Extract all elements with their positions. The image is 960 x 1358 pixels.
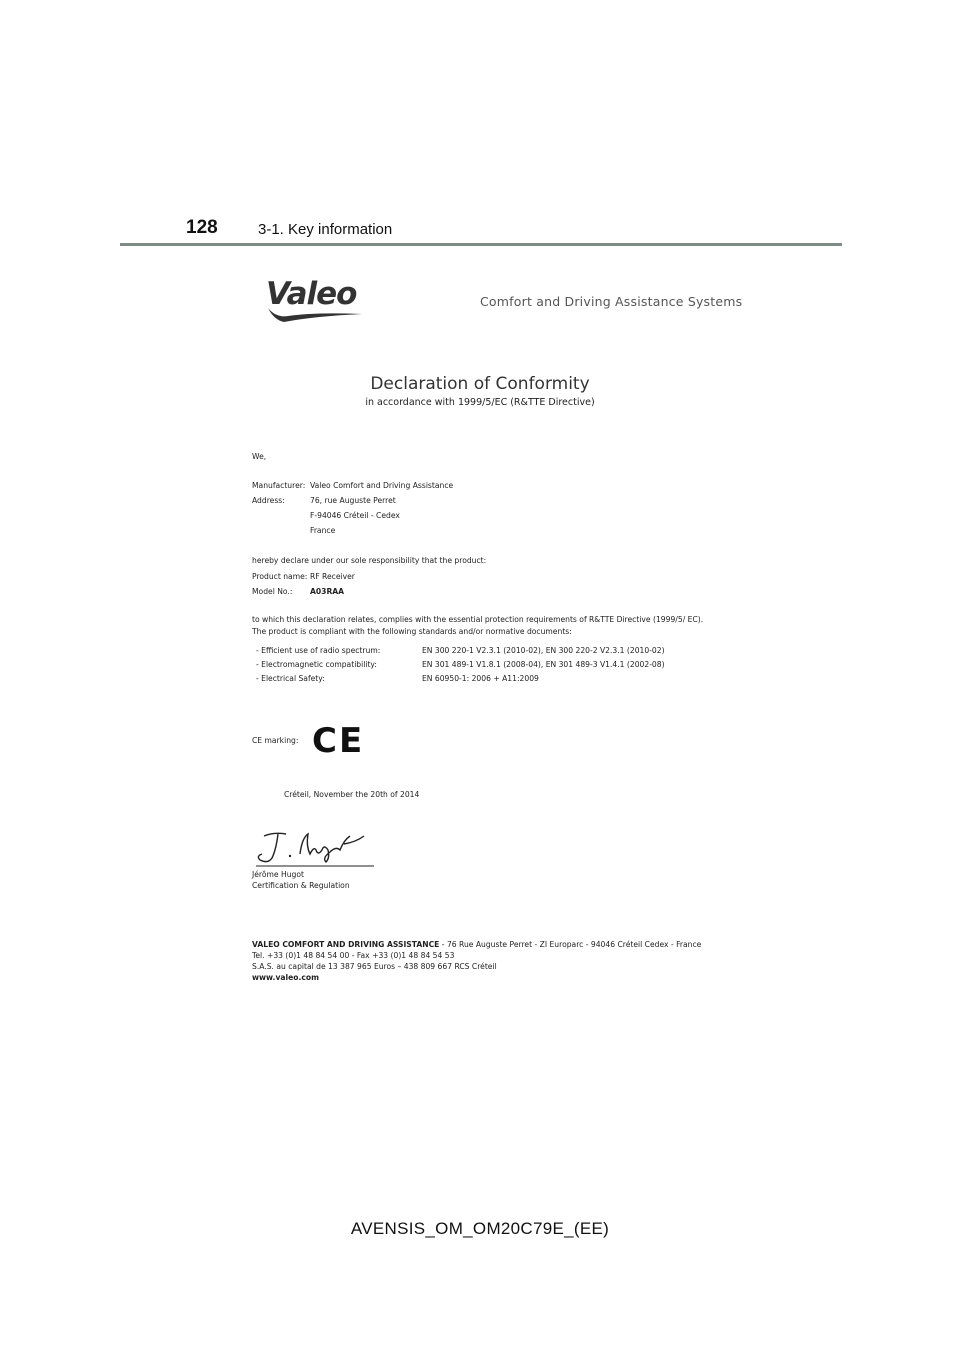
product-label: Product name:	[252, 572, 308, 581]
page-number: 128	[186, 217, 218, 238]
model-value: A03RAA	[310, 587, 345, 596]
address-line: France	[310, 526, 336, 535]
standard-label: - Efficient use of radio spectrum:	[256, 646, 381, 655]
company-tagline: Comfort and Driving Assistance Systems	[480, 294, 743, 309]
standard-label: - Electromagnetic compatibility:	[256, 660, 377, 669]
footer-company: VALEO COMFORT AND DRIVING ASSISTANCE	[252, 940, 440, 949]
declare-text: hereby declare under our sole responsibility that the product:	[252, 556, 487, 565]
footer-company-line	[252, 940, 701, 949]
place-date: Créteil, November the 20th of 2014	[284, 790, 420, 799]
ce-marking-label: CE marking:	[252, 736, 299, 745]
signature	[252, 828, 377, 870]
declaration-subtitle: in accordance with 1999/5/EC (R&TTE Directive)	[365, 397, 595, 408]
compliant-text: The product is compliant with the following standards and/or normative documents:	[252, 627, 572, 636]
valeo-logo	[266, 278, 366, 324]
footer-address: - 76 Rue Auguste Perret - ZI Europarc - 94046 Créteil Cedex - France	[439, 940, 702, 949]
signer-title: Certification & Regulation	[252, 881, 350, 890]
manufacturer-label: Manufacturer:	[252, 481, 306, 490]
standard-value: EN 60950-1: 2006 + A11:2009	[422, 674, 539, 683]
footer-phone: Tel. +33 (0)1 48 84 54 00 - Fax +33 (0)1 48 84 54 53	[252, 951, 455, 960]
header-divider	[120, 243, 842, 246]
intro-text: We,	[252, 452, 267, 461]
standard-label: - Electrical Safety:	[256, 674, 325, 683]
standard-value: EN 301 489-1 V1.8.1 (2008-04), EN 301 489-3 V1.4.1 (2002-08)	[422, 660, 665, 669]
footer-capital: S.A.S. au capital de 13 387 965 Euros – 438 809 667 RCS Créteil	[252, 962, 497, 971]
section-title: 3-1. Key information	[258, 221, 393, 238]
valeo-logo-text: Valeo	[266, 276, 357, 312]
address-label: Address:	[252, 496, 285, 505]
logo-swoosh-icon	[266, 278, 366, 324]
relates-text: to which this declaration relates, complies with the essential protection requirements of R&TTE Directive (1999/5/ EC).	[252, 615, 704, 624]
product-value: RF Receiver	[310, 572, 355, 581]
ce-mark-icon: CE	[312, 721, 365, 761]
signer-name: Jérôme Hugot	[252, 870, 304, 879]
footer-web: www.valeo.com	[252, 973, 320, 982]
manual-code: AVENSIS_OM_OM20C79E_(EE)	[350, 1219, 610, 1238]
address-line: 76, rue Auguste Perret	[310, 496, 396, 505]
model-label: Model No.:	[252, 587, 293, 596]
standard-value: EN 300 220-1 V2.3.1 (2010-02), EN 300 220-2 V2.3.1 (2010-02)	[422, 646, 665, 655]
address-line: F-94046 Créteil - Cedex	[310, 511, 400, 520]
declaration-title: Declaration of Conformity	[370, 374, 590, 394]
manufacturer-value: Valeo Comfort and Driving Assistance	[310, 481, 454, 490]
